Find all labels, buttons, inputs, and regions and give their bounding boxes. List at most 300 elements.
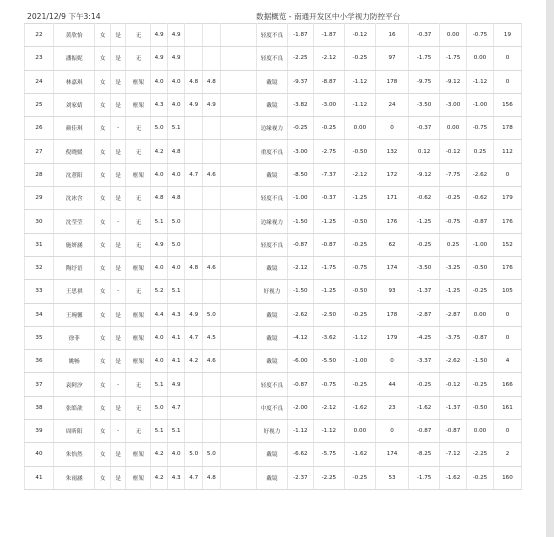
corrected-vision-right-cell: [185, 47, 203, 70]
student-name-cell: 朱雨涵: [53, 466, 94, 489]
glasses-type-cell: 无: [126, 373, 151, 396]
right-axis-cell: -1.00: [344, 350, 375, 373]
spacer-cell: [220, 140, 256, 163]
left-sphere-cell: -0.62: [409, 187, 440, 210]
student-name-cell: 沈莹莹: [53, 210, 94, 233]
left-cylinder-cell: -7.75: [440, 163, 467, 186]
left-axis-cell: 0.00: [467, 303, 494, 326]
left-degree-cell: 160: [493, 466, 521, 489]
student-number-cell: 26: [25, 117, 54, 140]
right-axis-cell: -0.50: [344, 140, 375, 163]
left-degree-cell: 0: [493, 70, 521, 93]
sex-cell: 女: [95, 280, 111, 303]
left-cylinder-cell: -0.75: [440, 210, 467, 233]
spacer-cell: [220, 163, 256, 186]
corrected-vision-left-cell: 4.6: [203, 256, 221, 279]
naked-vision-right-cell: 5.1: [151, 373, 168, 396]
right-degree-cell: 23: [375, 396, 408, 419]
student-name-cell: 姚畅: [53, 350, 94, 373]
corrected-vision-left-cell: [203, 373, 221, 396]
glasses-type-cell: 框架: [126, 163, 151, 186]
glasses-type-cell: 框架: [126, 70, 151, 93]
student-name-cell: 徐菲: [53, 326, 94, 349]
student-name-cell: 倪晓媛: [53, 140, 94, 163]
wears-glasses-cell: 是: [110, 140, 126, 163]
glasses-type-cell: 无: [126, 210, 151, 233]
left-degree-cell: 0: [493, 163, 521, 186]
student-name-cell: 王琬馨: [53, 303, 94, 326]
right-degree-cell: 16: [375, 24, 408, 47]
left-cylinder-cell: -0.12: [440, 140, 467, 163]
naked-vision-left-cell: 4.9: [167, 24, 185, 47]
corrected-vision-right-cell: [185, 420, 203, 443]
table-row: [25, 163, 522, 186]
left-axis-cell: -2.62: [467, 163, 494, 186]
glasses-type-cell: 无: [126, 420, 151, 443]
glasses-type-cell: 无: [126, 47, 151, 70]
student-number-cell: 23: [25, 47, 54, 70]
corrected-vision-left-cell: [203, 187, 221, 210]
left-axis-cell: -2.25: [467, 443, 494, 466]
left-cylinder-cell: -3.00: [440, 93, 467, 116]
sex-cell: 女: [95, 303, 111, 326]
right-cylinder-cell: -8.87: [313, 70, 344, 93]
corrected-vision-left-cell: 4.6: [203, 163, 221, 186]
right-degree-cell: 179: [375, 326, 408, 349]
left-degree-cell: 4: [493, 350, 521, 373]
corrected-vision-left-cell: 4.5: [203, 326, 221, 349]
corrected-vision-right-cell: [185, 117, 203, 140]
corrected-vision-right-cell: [185, 210, 203, 233]
left-axis-cell: 0.00: [467, 47, 494, 70]
wears-glasses-cell: 是: [110, 47, 126, 70]
wears-glasses-cell: -: [110, 117, 126, 140]
glasses-type-cell: 框架: [126, 466, 151, 489]
sex-cell: 女: [95, 187, 111, 210]
corrected-vision-left-cell: 5.0: [203, 303, 221, 326]
right-axis-cell: 0.00: [344, 420, 375, 443]
student-name-cell: 王思祺: [53, 280, 94, 303]
wears-glasses-cell: 是: [110, 187, 126, 210]
left-sphere-cell: -0.25: [409, 373, 440, 396]
left-sphere-cell: 0.12: [409, 140, 440, 163]
student-number-cell: 38: [25, 396, 54, 419]
left-cylinder-cell: -1.37: [440, 396, 467, 419]
left-degree-cell: 166: [493, 373, 521, 396]
left-degree-cell: 0: [493, 420, 521, 443]
right-sphere-cell: -4.12: [287, 326, 313, 349]
naked-vision-right-cell: 4.2: [151, 140, 168, 163]
student-number-cell: 30: [25, 210, 54, 233]
vision-result-cell: 好视力: [256, 280, 287, 303]
naked-vision-right-cell: 4.9: [151, 47, 168, 70]
left-axis-cell: -1.00: [467, 233, 494, 256]
left-sphere-cell: -2.87: [409, 303, 440, 326]
right-cylinder-cell: -3.62: [313, 326, 344, 349]
naked-vision-right-cell: 5.0: [151, 117, 168, 140]
right-degree-cell: 0: [375, 350, 408, 373]
student-number-cell: 31: [25, 233, 54, 256]
corrected-vision-right-cell: 5.0: [185, 443, 203, 466]
right-sphere-cell: -2.62: [287, 303, 313, 326]
right-sphere-cell: -2.37: [287, 466, 313, 489]
naked-vision-left-cell: 5.1: [167, 420, 185, 443]
left-cylinder-cell: -0.12: [440, 373, 467, 396]
table-row: [25, 326, 522, 349]
glasses-type-cell: 框架: [126, 326, 151, 349]
right-cylinder-cell: -3.00: [313, 93, 344, 116]
right-sphere-cell: -1.87: [287, 24, 313, 47]
corrected-vision-right-cell: [185, 187, 203, 210]
vision-result-cell: 戴镜: [256, 70, 287, 93]
vision-result-cell: 轻度不良: [256, 187, 287, 210]
right-axis-cell: -2.12: [344, 163, 375, 186]
right-cylinder-cell: -1.75: [313, 256, 344, 279]
sex-cell: 女: [95, 256, 111, 279]
right-cylinder-cell: -0.25: [313, 117, 344, 140]
sex-cell: 女: [95, 326, 111, 349]
left-cylinder-cell: 0.25: [440, 233, 467, 256]
left-axis-cell: -0.62: [467, 187, 494, 210]
table-row: [25, 187, 522, 210]
corrected-vision-left-cell: [203, 117, 221, 140]
right-axis-cell: -1.12: [344, 70, 375, 93]
naked-vision-left-cell: 5.0: [167, 233, 185, 256]
student-name-cell: 朱怡然: [53, 443, 94, 466]
spacer-cell: [220, 47, 256, 70]
right-cylinder-cell: -1.12: [313, 420, 344, 443]
left-sphere-cell: -4.25: [409, 326, 440, 349]
naked-vision-left-cell: 4.8: [167, 140, 185, 163]
student-name-cell: 潘振妮: [53, 47, 94, 70]
left-sphere-cell: -9.12: [409, 163, 440, 186]
left-axis-cell: -0.25: [467, 466, 494, 489]
corrected-vision-right-cell: 4.9: [185, 303, 203, 326]
left-sphere-cell: -0.37: [409, 117, 440, 140]
table-row: [25, 280, 522, 303]
table-row: [25, 420, 522, 443]
left-sphere-cell: -9.75: [409, 70, 440, 93]
corrected-vision-right-cell: [185, 396, 203, 419]
vision-result-cell: 戴镜: [256, 350, 287, 373]
right-degree-cell: 172: [375, 163, 408, 186]
left-degree-cell: 156: [493, 93, 521, 116]
corrected-vision-right-cell: [185, 24, 203, 47]
student-name-cell: 颜佳琪: [53, 117, 94, 140]
glasses-type-cell: 无: [126, 140, 151, 163]
corrected-vision-left-cell: [203, 420, 221, 443]
right-degree-cell: 0: [375, 420, 408, 443]
right-cylinder-cell: -2.12: [313, 396, 344, 419]
naked-vision-right-cell: 4.0: [151, 70, 168, 93]
right-axis-cell: -0.25: [344, 466, 375, 489]
student-number-cell: 40: [25, 443, 54, 466]
wears-glasses-cell: -: [110, 373, 126, 396]
student-name-cell: 沈薏阳: [53, 163, 94, 186]
student-name-cell: 陶纾语: [53, 256, 94, 279]
right-sphere-cell: -6.00: [287, 350, 313, 373]
table-row: [25, 233, 522, 256]
student-number-cell: 39: [25, 420, 54, 443]
wears-glasses-cell: 是: [110, 303, 126, 326]
corrected-vision-left-cell: 5.0: [203, 443, 221, 466]
sex-cell: 女: [95, 70, 111, 93]
left-cylinder-cell: -3.75: [440, 326, 467, 349]
corrected-vision-left-cell: [203, 210, 221, 233]
naked-vision-right-cell: 4.9: [151, 24, 168, 47]
student-name-cell: 沈冰含: [53, 187, 94, 210]
student-number-cell: 33: [25, 280, 54, 303]
right-sphere-cell: -9.37: [287, 70, 313, 93]
right-degree-cell: 62: [375, 233, 408, 256]
spacer-cell: [220, 93, 256, 116]
right-sphere-cell: -1.12: [287, 420, 313, 443]
left-degree-cell: 161: [493, 396, 521, 419]
left-cylinder-cell: 0.00: [440, 117, 467, 140]
right-axis-cell: -1.62: [344, 443, 375, 466]
left-degree-cell: 105: [493, 280, 521, 303]
sex-cell: 女: [95, 47, 111, 70]
naked-vision-right-cell: 4.8: [151, 187, 168, 210]
glasses-type-cell: 无: [126, 396, 151, 419]
vision-result-cell: 戴镜: [256, 256, 287, 279]
right-axis-cell: -0.12: [344, 24, 375, 47]
sex-cell: 女: [95, 350, 111, 373]
spacer-cell: [220, 187, 256, 210]
student-number-cell: 22: [25, 24, 54, 47]
right-axis-cell: -0.25: [344, 233, 375, 256]
naked-vision-right-cell: 4.9: [151, 233, 168, 256]
vision-result-cell: 戴镜: [256, 443, 287, 466]
corrected-vision-right-cell: 4.8: [185, 70, 203, 93]
wears-glasses-cell: 是: [110, 256, 126, 279]
left-degree-cell: 178: [493, 117, 521, 140]
left-cylinder-cell: 0.00: [440, 24, 467, 47]
vision-result-cell: 边缘视力: [256, 117, 287, 140]
naked-vision-left-cell: 4.3: [167, 303, 185, 326]
spacer-cell: [220, 233, 256, 256]
wears-glasses-cell: 是: [110, 70, 126, 93]
spacer-cell: [220, 70, 256, 93]
right-cylinder-cell: -0.37: [313, 187, 344, 210]
corrected-vision-left-cell: 4.6: [203, 350, 221, 373]
vision-result-cell: 好视力: [256, 420, 287, 443]
naked-vision-left-cell: 4.3: [167, 466, 185, 489]
corrected-vision-left-cell: 4.8: [203, 466, 221, 489]
table-row: [25, 93, 522, 116]
right-cylinder-cell: -5.50: [313, 350, 344, 373]
glasses-type-cell: 无: [126, 24, 151, 47]
corrected-vision-left-cell: [203, 24, 221, 47]
right-sphere-cell: -2.12: [287, 256, 313, 279]
sex-cell: 女: [95, 396, 111, 419]
table-row: [25, 24, 522, 47]
naked-vision-right-cell: 4.0: [151, 326, 168, 349]
left-sphere-cell: -3.37: [409, 350, 440, 373]
sex-cell: 女: [95, 466, 111, 489]
right-degree-cell: 97: [375, 47, 408, 70]
right-axis-cell: -1.12: [344, 326, 375, 349]
sex-cell: 女: [95, 24, 111, 47]
naked-vision-left-cell: 4.0: [167, 443, 185, 466]
right-sphere-cell: -2.25: [287, 47, 313, 70]
left-cylinder-cell: -9.12: [440, 70, 467, 93]
wears-glasses-cell: 是: [110, 93, 126, 116]
right-sphere-cell: -6.62: [287, 443, 313, 466]
glasses-type-cell: 框架: [126, 303, 151, 326]
left-sphere-cell: -1.37: [409, 280, 440, 303]
student-name-cell: 刘家婧: [53, 93, 94, 116]
student-name-cell: 林嘉琪: [53, 70, 94, 93]
left-cylinder-cell: -1.62: [440, 466, 467, 489]
right-sphere-cell: -0.87: [287, 373, 313, 396]
left-axis-cell: -0.75: [467, 117, 494, 140]
glasses-type-cell: 无: [126, 280, 151, 303]
left-axis-cell: -1.12: [467, 70, 494, 93]
naked-vision-left-cell: 4.0: [167, 93, 185, 116]
student-number-cell: 41: [25, 466, 54, 489]
spacer-cell: [220, 396, 256, 419]
naked-vision-left-cell: 4.9: [167, 47, 185, 70]
naked-vision-left-cell: 5.1: [167, 117, 185, 140]
left-degree-cell: 176: [493, 210, 521, 233]
corrected-vision-left-cell: 4.9: [203, 93, 221, 116]
right-cylinder-cell: -2.12: [313, 47, 344, 70]
student-number-cell: 35: [25, 326, 54, 349]
left-cylinder-cell: -2.62: [440, 350, 467, 373]
wears-glasses-cell: 是: [110, 443, 126, 466]
vision-result-cell: 戴镜: [256, 326, 287, 349]
left-axis-cell: -1.50: [467, 350, 494, 373]
right-cylinder-cell: -1.87: [313, 24, 344, 47]
corrected-vision-right-cell: 4.2: [185, 350, 203, 373]
corrected-vision-right-cell: 4.8: [185, 256, 203, 279]
right-sphere-cell: -3.82: [287, 93, 313, 116]
left-cylinder-cell: -0.87: [440, 420, 467, 443]
right-degree-cell: 171: [375, 187, 408, 210]
naked-vision-right-cell: 4.0: [151, 163, 168, 186]
wears-glasses-cell: 是: [110, 163, 126, 186]
sex-cell: 女: [95, 443, 111, 466]
right-cylinder-cell: -2.50: [313, 303, 344, 326]
right-degree-cell: 53: [375, 466, 408, 489]
left-axis-cell: -0.25: [467, 280, 494, 303]
naked-vision-left-cell: 4.1: [167, 350, 185, 373]
corrected-vision-right-cell: [185, 233, 203, 256]
right-axis-cell: -0.50: [344, 280, 375, 303]
right-axis-cell: -0.25: [344, 303, 375, 326]
glasses-type-cell: 框架: [126, 443, 151, 466]
corrected-vision-right-cell: [185, 373, 203, 396]
table-row: [25, 47, 522, 70]
sex-cell: 女: [95, 420, 111, 443]
corrected-vision-right-cell: 4.7: [185, 163, 203, 186]
glasses-type-cell: 无: [126, 233, 151, 256]
vision-result-cell: 中度不良: [256, 396, 287, 419]
student-number-cell: 34: [25, 303, 54, 326]
student-name-cell: 张皓歆: [53, 396, 94, 419]
table-row: [25, 70, 522, 93]
right-axis-cell: -1.25: [344, 187, 375, 210]
right-sphere-cell: -1.50: [287, 210, 313, 233]
wears-glasses-cell: 是: [110, 396, 126, 419]
right-axis-cell: -1.62: [344, 396, 375, 419]
naked-vision-right-cell: 4.3: [151, 93, 168, 116]
right-cylinder-cell: -0.75: [313, 373, 344, 396]
right-axis-cell: -0.75: [344, 256, 375, 279]
corrected-vision-right-cell: [185, 140, 203, 163]
naked-vision-left-cell: 4.0: [167, 70, 185, 93]
vision-result-cell: 戴镜: [256, 163, 287, 186]
naked-vision-right-cell: 4.2: [151, 443, 168, 466]
spacer-cell: [220, 280, 256, 303]
left-sphere-cell: -1.25: [409, 210, 440, 233]
right-degree-cell: 174: [375, 443, 408, 466]
left-degree-cell: 152: [493, 233, 521, 256]
scrollbar[interactable]: [546, 0, 554, 537]
glasses-type-cell: 框架: [126, 350, 151, 373]
left-sphere-cell: -8.25: [409, 443, 440, 466]
right-sphere-cell: -8.50: [287, 163, 313, 186]
corrected-vision-right-cell: 4.9: [185, 93, 203, 116]
student-name-cell: 黄欣怡: [53, 24, 94, 47]
right-cylinder-cell: -1.25: [313, 210, 344, 233]
wears-glasses-cell: -: [110, 210, 126, 233]
wears-glasses-cell: 是: [110, 466, 126, 489]
sex-cell: 女: [95, 373, 111, 396]
left-degree-cell: 112: [493, 140, 521, 163]
left-sphere-cell: -0.25: [409, 233, 440, 256]
vision-result-cell: 轻度不良: [256, 24, 287, 47]
left-degree-cell: 0: [493, 326, 521, 349]
wears-glasses-cell: -: [110, 420, 126, 443]
student-number-cell: 36: [25, 350, 54, 373]
table-row: [25, 373, 522, 396]
right-cylinder-cell: -2.75: [313, 140, 344, 163]
corrected-vision-left-cell: [203, 396, 221, 419]
naked-vision-left-cell: 4.8: [167, 187, 185, 210]
left-sphere-cell: -3.50: [409, 93, 440, 116]
vision-result-cell: 重度不良: [256, 140, 287, 163]
left-axis-cell: -1.00: [467, 93, 494, 116]
right-degree-cell: 44: [375, 373, 408, 396]
spacer-cell: [220, 24, 256, 47]
naked-vision-right-cell: 4.0: [151, 256, 168, 279]
right-degree-cell: 132: [375, 140, 408, 163]
glasses-type-cell: 框架: [126, 93, 151, 116]
vision-result-cell: 边缘视力: [256, 210, 287, 233]
naked-vision-left-cell: 4.7: [167, 396, 185, 419]
right-axis-cell: -0.25: [344, 47, 375, 70]
left-cylinder-cell: -7.12: [440, 443, 467, 466]
table-row: [25, 466, 522, 489]
left-axis-cell: -0.87: [467, 210, 494, 233]
glasses-type-cell: 无: [126, 187, 151, 210]
left-axis-cell: -0.75: [467, 24, 494, 47]
naked-vision-right-cell: 4.4: [151, 303, 168, 326]
spacer-cell: [220, 466, 256, 489]
left-cylinder-cell: -0.25: [440, 187, 467, 210]
right-sphere-cell: -0.25: [287, 117, 313, 140]
left-degree-cell: 2: [493, 443, 521, 466]
wears-glasses-cell: 是: [110, 326, 126, 349]
left-axis-cell: -0.25: [467, 373, 494, 396]
spacer-cell: [220, 303, 256, 326]
table-row: [25, 256, 522, 279]
corrected-vision-right-cell: 4.7: [185, 326, 203, 349]
left-degree-cell: 179: [493, 187, 521, 210]
sex-cell: 女: [95, 140, 111, 163]
